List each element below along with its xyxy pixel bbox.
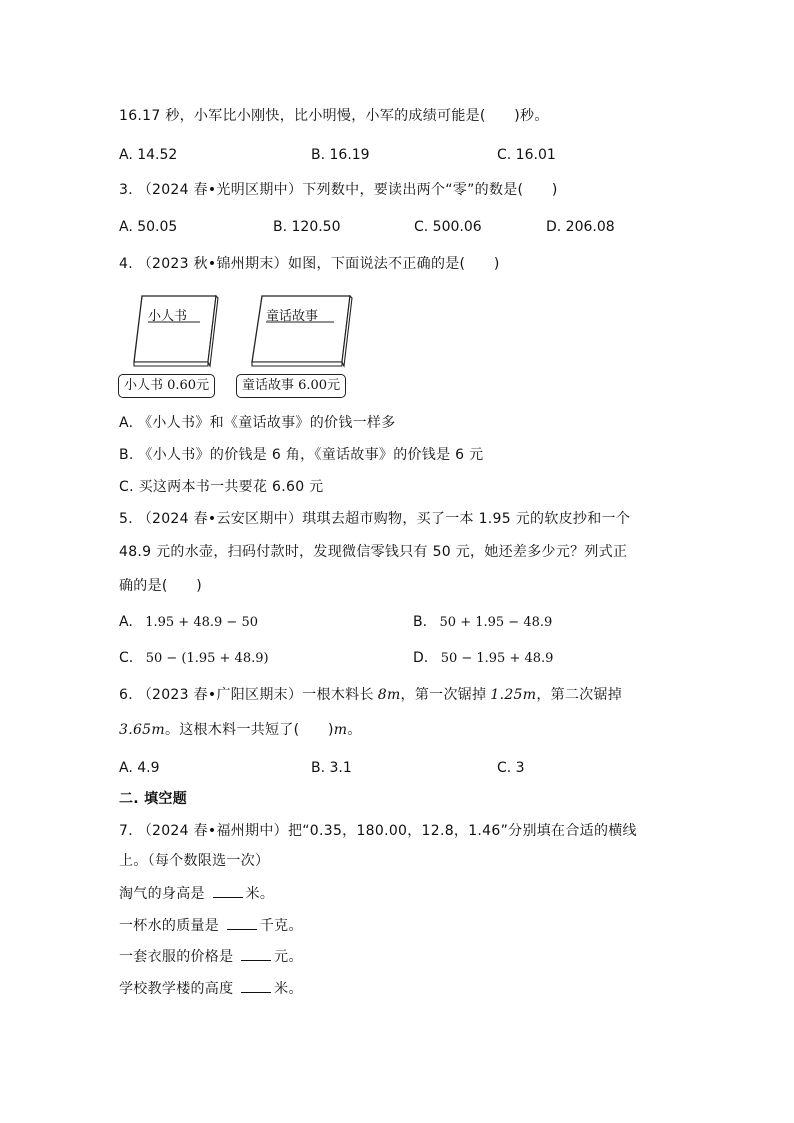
q6-option-a[interactable]: A. 4.9 xyxy=(119,760,160,776)
q7-blank-4[interactable] xyxy=(241,979,271,993)
q6-text-b: 。这根木料一共短了( ) xyxy=(164,722,334,738)
book-tonghuagushi-icon xyxy=(246,292,354,370)
q2-option-a[interactable]: A. 14.52 xyxy=(119,147,178,163)
q7-blank-2[interactable] xyxy=(227,916,257,930)
q7-item-building xyxy=(119,979,303,998)
book2-cover-title: 童话故事 xyxy=(266,309,319,324)
q7-item-2-unit: 千克。 xyxy=(259,918,303,934)
q5-option-d[interactable] xyxy=(413,649,553,668)
q2-option-b[interactable]: B. 16.19 xyxy=(311,147,370,163)
q4-stem: 4. （2023 秋•锦州期末）如图，下面说法不正确的是( ) xyxy=(119,256,500,272)
book1-cover-title: 小人书 xyxy=(148,309,188,324)
q6-text-a: 6. （2023 春•广阳区期末）一根木料长 xyxy=(119,687,374,703)
section-heading-fill-blank: 二. 填空题 xyxy=(119,791,187,807)
q6-option-c[interactable]: C. 3 xyxy=(497,760,525,776)
q6-length-total: 8m xyxy=(377,687,401,703)
q4-option-a[interactable]: A. 《小人书》和《童话故事》的价钱一样多 xyxy=(119,415,396,431)
q5-option-b-label: B. xyxy=(413,614,428,630)
q7-item-1-text: 淘气的身高是 xyxy=(119,886,210,902)
q6-text-d: 。 xyxy=(347,722,362,738)
q5-option-a[interactable] xyxy=(119,613,258,632)
q6-stem-line2 xyxy=(119,721,362,739)
q6-option-b[interactable]: B. 3.1 xyxy=(311,760,352,776)
q3-option-b[interactable]: B. 120.50 xyxy=(273,219,341,235)
q7-item-3-unit: 元。 xyxy=(274,949,303,965)
q6-length-second: 3.65m xyxy=(119,722,165,738)
book-xiaorenshu-icon xyxy=(128,292,220,370)
q6-stem-line1 xyxy=(119,686,622,704)
q5-option-b-expr: 50 + 1.95 − 48.9 xyxy=(439,615,553,630)
q5-option-a-expr: 1.95 + 48.9 − 50 xyxy=(145,615,258,630)
q6-text-e: ，第二次锯掉 xyxy=(536,687,623,703)
q5-stem-line2: 48.9 元的水壶，扫码付款时，发现微信零钱只有 50 元，她还差多少元？列式正 xyxy=(119,544,628,560)
q3-option-d[interactable]: D. 206.08 xyxy=(546,219,615,235)
q3-stem: 3. （2024 春•光明区期中）下列数中，要读出两个“零”的数是( ) xyxy=(119,182,558,198)
q7-stem-line1: 7. （2024 春•福州期中）把“0.35，180.00，12.8，1.46”分别填在合适的横线 xyxy=(119,823,637,839)
book1-price-label: 小人书 0.60元 xyxy=(118,374,215,398)
q4-option-b[interactable]: B. 《小人书》的价钱是 6 角，《童话故事》的价钱是 6 元 xyxy=(119,447,484,463)
q7-blank-3[interactable] xyxy=(241,947,271,961)
q6-length-first: 1.25m xyxy=(490,687,537,703)
q3-option-c[interactable]: C. 500.06 xyxy=(414,219,482,235)
q4-option-c[interactable]: C. 买这两本书一共要花 6.60 元 xyxy=(119,479,324,495)
q5-option-d-label: D. xyxy=(413,650,429,666)
q6-unit: m xyxy=(333,722,348,738)
q7-item-2-text: 一杯水的质量是 xyxy=(119,918,224,934)
q2-stem-tail: 16.17 秒，小军比小刚快，比小明慢，小军的成绩可能是( )秒。 xyxy=(119,108,549,124)
q2-option-c[interactable]: C. 16.01 xyxy=(497,147,556,163)
q5-stem-line3: 确的是( ) xyxy=(119,578,203,594)
q7-item-4-text: 学校教学楼的高度 xyxy=(119,981,239,997)
q7-item-3-text: 一套衣服的价格是 xyxy=(119,949,239,965)
q7-item-price xyxy=(119,947,303,966)
q5-option-a-label: A. xyxy=(119,614,133,630)
q7-item-height xyxy=(119,884,274,903)
q7-item-4-unit: 米。 xyxy=(274,981,303,997)
q5-stem-line1: 5. （2024 春•云安区期中）琪琪去超市购物，买了一本 1.95 元的软皮抄和一个 xyxy=(119,511,631,527)
q7-item-1-unit: 米。 xyxy=(245,886,275,902)
q5-option-d-expr: 50 − 1.95 + 48.9 xyxy=(440,651,554,666)
q5-option-c-expr: 50 − (1.95 + 48.9) xyxy=(145,651,269,666)
q7-stem-line2: 上。（每个数限选一次） xyxy=(119,853,270,869)
q5-option-c-label: C. xyxy=(119,650,134,666)
q7-blank-1[interactable] xyxy=(213,884,243,898)
q7-item-mass xyxy=(119,916,303,935)
q5-option-b[interactable] xyxy=(413,613,552,632)
q5-option-c[interactable] xyxy=(119,649,269,668)
q6-text-c: ，第一次锯掉 xyxy=(400,687,487,703)
q3-option-a[interactable]: A. 50.05 xyxy=(119,219,178,235)
book2-price-label: 童话故事 6.00元 xyxy=(236,374,346,398)
